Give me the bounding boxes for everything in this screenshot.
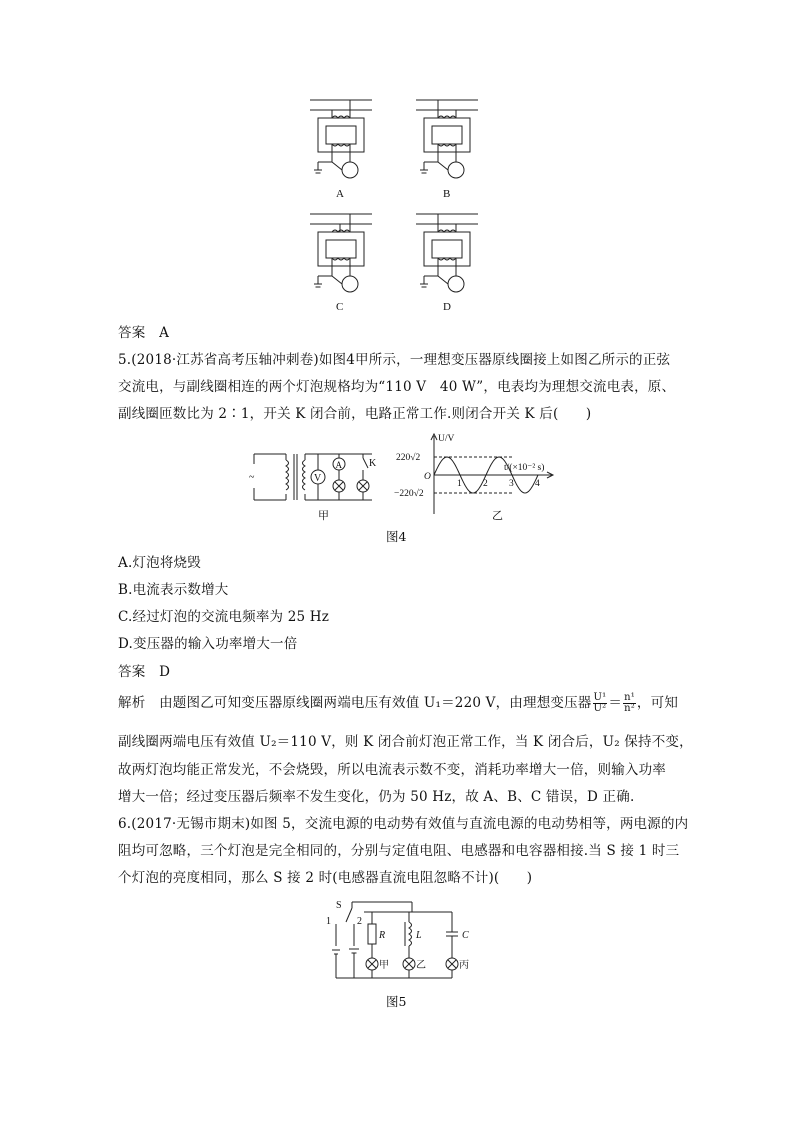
q5-option-a: A.灯泡将烧毁	[118, 555, 201, 571]
q6-line-3: 个灯泡的亮度相同，那么 S 接 2 时(电感器直流电阻忽略不计)( )	[118, 870, 533, 886]
lamp-yi-label: 乙	[416, 960, 426, 971]
graph-tick-1: 1	[457, 479, 462, 489]
q5-option-d: D.变压器的输入功率增大一倍	[118, 636, 298, 652]
option-a-label: A	[336, 188, 344, 200]
voltage-fraction-numerator: U¹	[593, 692, 607, 703]
subscript-1: ₁	[435, 695, 442, 711]
figure-4-caption: 图4	[386, 529, 407, 544]
analysis-line-1	[118, 693, 678, 714]
voltage-fraction	[593, 693, 608, 714]
answer-q4: 答案 A	[118, 325, 170, 341]
analysis-line-3: 故两灯泡均能正常发光，不会烧毁，所以电流表示数不变，消耗功率增大一倍，则输入功率	[118, 762, 666, 778]
option-c-diagram	[310, 214, 372, 292]
graph-tick-4: 4	[535, 479, 540, 489]
option-c-label: C	[336, 301, 344, 313]
q6-line-1: 6.(2017·无锡市期末)如图 5，交流电源的电动势有效值与直流电源的电动势相等，两电源的内	[118, 816, 689, 832]
analysis-text-1c: ＝220 V，由理想变压器	[441, 695, 592, 711]
analysis-line-4: 增大一倍；经过变压器后频率不发生变化，仍为 50 Hz，故 A、B、C 错误，D 正确.	[118, 789, 635, 805]
resistor-label: R	[379, 930, 386, 941]
circuit-label-jia: 甲	[318, 510, 329, 522]
graph-y-neg: −220√2	[394, 489, 424, 499]
graph-label-yi: 乙	[492, 510, 503, 522]
figure-5-circuit	[316, 894, 476, 986]
graph-t-label: t/(×10⁻² s)	[504, 463, 545, 473]
graph-origin: O	[424, 472, 431, 482]
q5-option-c: C.经过灯泡的交流电频率为 25 Hz	[118, 609, 330, 625]
transformer-options-figure	[300, 96, 500, 316]
q6-line-2: 阻均可忽略，三个灯泡是完全相同的，分别与定值电阻、电感器和电容器相接.当 S 接 1 时三	[118, 843, 680, 859]
graph-tick-2: 2	[483, 479, 488, 489]
option-d-label: D	[443, 301, 451, 313]
q5-line-3: 副线圈匝数比为 2∶1，开关 K 闭合前，电路正常工作.则闭合开关 K 后( )	[118, 406, 592, 422]
figure-4-circuit	[246, 444, 386, 524]
q5-option-b: B.电流表示数增大	[118, 582, 229, 598]
graph-y-pos: 220√2	[396, 453, 421, 463]
option-b-label: B	[443, 188, 451, 200]
turns-fraction-numerator: n¹	[624, 692, 635, 703]
analysis-line-2: 副线圈两端电压有效值 U₂＝110 V，则 K 闭合前灯泡正常工作，当 K 闭合后，U₂ 保持不变，	[118, 734, 693, 750]
lamp-jia-label: 甲	[379, 960, 389, 971]
analysis-text-1d: ，可知	[636, 695, 679, 711]
switch-s-label: S	[336, 900, 342, 911]
turns-fraction-denominator: n²	[624, 703, 635, 714]
q5-line-2: 交流电，与副线圈相连的两个灯泡规格均为“110 V 40 W”，电表均为理想交流电表，原、	[118, 379, 676, 395]
voltage-fraction-denominator: U²	[593, 703, 607, 714]
inductor-label: L	[416, 930, 422, 941]
analysis-text-1a: 解析 由题图乙可知变压器原线圈两端电压有效值 U	[118, 695, 436, 711]
equals-sign: ＝	[608, 695, 623, 711]
source-2-label: 2	[357, 916, 362, 927]
turns-fraction	[623, 693, 636, 714]
option-b-diagram	[416, 100, 478, 178]
ac-source-symbol: ~	[249, 472, 255, 483]
lamp-bing-label: 丙	[459, 960, 469, 971]
switch-k-label: K	[369, 458, 377, 469]
ammeter-label: A	[335, 460, 342, 470]
option-a-diagram	[310, 100, 372, 178]
answer-q5: 答案 D	[118, 664, 171, 680]
voltmeter-label: V	[314, 473, 322, 484]
graph-y-label: U/V	[438, 434, 455, 444]
q5-line-1: 5.(2018·江苏省高考压轴冲刺卷)如图4甲所示，一理想变压器原线圈接上如图乙所示的正弦	[118, 352, 671, 368]
figure-4-graph	[394, 430, 574, 525]
capacitor-label: C	[462, 930, 469, 941]
source-1-label: 1	[326, 916, 331, 927]
graph-tick-3: 3	[509, 479, 514, 489]
figure-5-caption: 图5	[386, 994, 407, 1009]
option-d-diagram	[416, 214, 478, 292]
